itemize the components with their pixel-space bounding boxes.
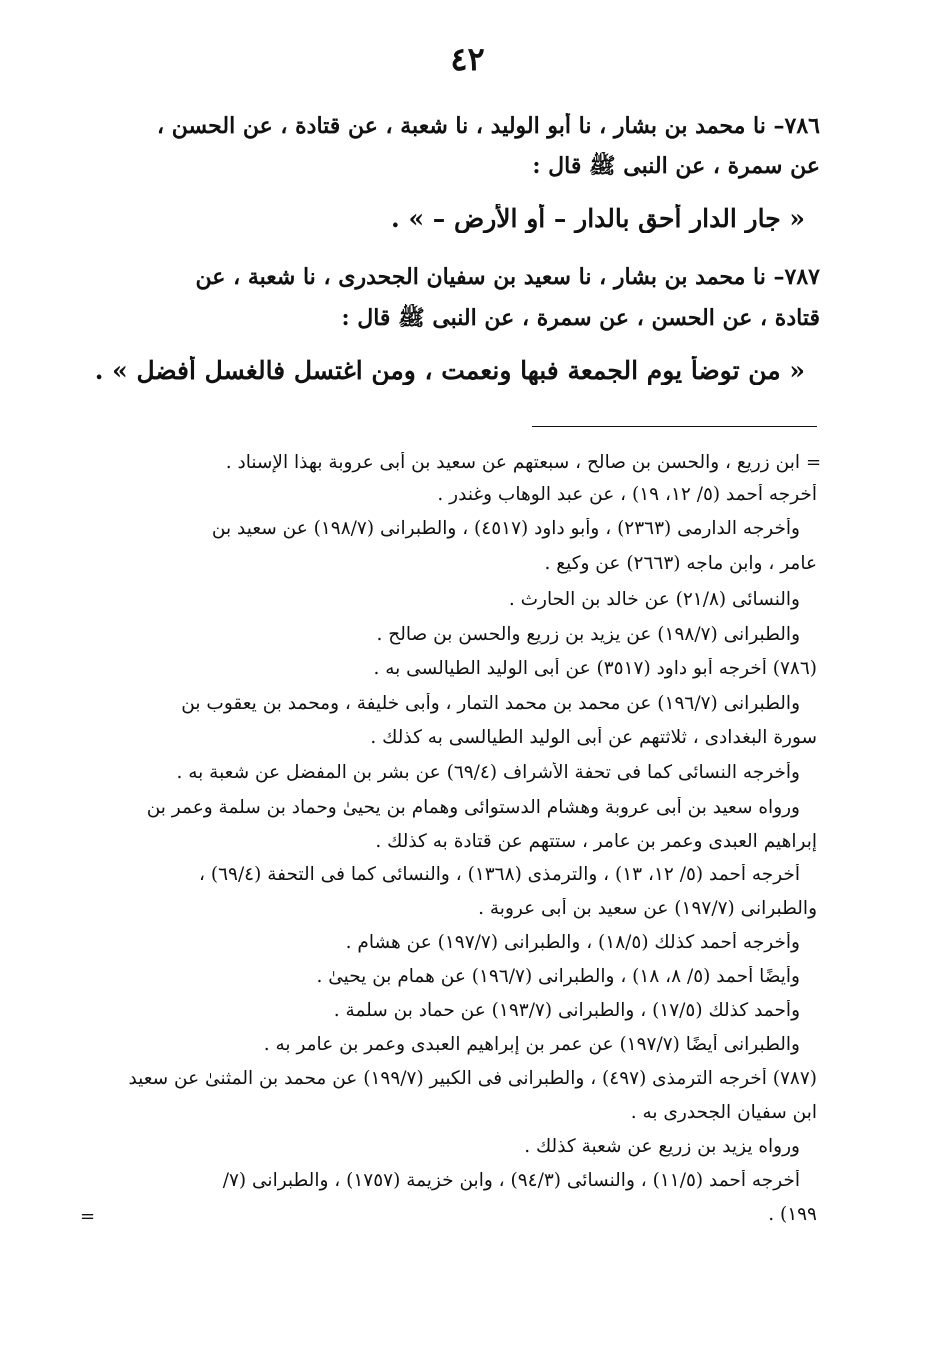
footnote-line: والطبرانى (١٩٨/٧) عن يزيد بن زريع والحسن بن صالح .	[376, 624, 800, 645]
footnote-line: وأحمد كذلك (١٧/٥) ، والطبرانى (١٩٣/٧) عن حماد بن سلمة .	[333, 1000, 800, 1021]
footnote-line: ورواه سعيد بن أبى عروبة وهشام الدستوائى وهمام بن يحيىٰ وحماد بن سلمة وعمر بن	[146, 797, 800, 818]
hadith-number: ٧٨٦	[784, 113, 820, 139]
footnote-line: (٧٨٦) أخرجه أبو داود (٣٥١٧) عن أبى الوليد الطيالسى به .	[373, 658, 817, 679]
footnote-line: سورة البغدادى ، ثلاثتهم عن أبى الوليد الطيالسى به كذلك .	[370, 727, 817, 748]
footnote-line: وأخرجه الدارمى (٢٣٦٣) ، وأبو داود (٤٥١٧) ، والطبرانى (١٩٨/٧) عن سعيد بن	[211, 518, 800, 539]
hadith-number: ٧٨٧	[784, 264, 820, 290]
hadith-786-line-1: ٧٨٦– نا محمد بن بشار ، نا أبو الوليد ، نا شعبة ، عن قتادة ، عن الحسن ،	[157, 113, 820, 139]
footnote-line: وأخرجه أحمد كذلك (١٨/٥) ، والطبرانى (١٩٧/٧) عن هشام .	[345, 932, 800, 953]
footnote-line: وأخرجه النسائى كما فى تحفة الأشراف (٦٩/٤) عن بشر بن المفضل عن شعبة به .	[176, 762, 800, 783]
continuation-marker-top: =	[806, 452, 822, 473]
footnote-line: أخرجه أحمد (٥/ ١٢، ١٩) ، عن عبد الوهاب وغندر .	[437, 484, 817, 505]
footnote-line: ابن سفيان الجحدرى به .	[630, 1102, 817, 1123]
footnote-line: عامر ، وابن ماجه (٢٦٦٣) عن وكيع .	[544, 553, 817, 574]
hadith-786-line-2: عن سمرة ، عن النبى ﷺ قال :	[532, 153, 820, 179]
footnote-line: ورواه يزيد بن زريع عن شعبة كذلك .	[524, 1136, 800, 1157]
footnote-line: والطبرانى (١٩٦/٧) عن محمد بن محمد التمار ، وأبى خليفة ، ومحمد بن يعقوب بن	[181, 693, 800, 714]
footnote-line: والنسائى (٢١/٨) عن خالد بن الحارث .	[508, 589, 800, 610]
footnote-line: وأيضًا أحمد (٥/ ٨، ١٨) ، والطبرانى (١٩٦/٧) عن همام بن يحيىٰ .	[316, 966, 800, 987]
continuation-marker-bottom: =	[80, 1206, 96, 1227]
footnote-line: والطبرانى أيضًا (١٩٧/٧) عن عمر بن إبراهيم العبدى وعمر بن عامر به .	[263, 1034, 800, 1055]
hadith-786-text: « جار الدار أحق بالدار – أو الأرض – » .	[391, 204, 805, 233]
footnote-line: إبراهيم العبدى وعمر بن عامر ، ستتهم عن قتادة به كذلك .	[375, 831, 817, 852]
footnote-line: والطبرانى (١٩٧/٧) عن سعيد بن أبى عروبة .	[478, 898, 817, 919]
hadith-787-text: « من توضأ يوم الجمعة فبها ونعمت ، ومن اغتسل فالغسل أفضل » .	[94, 356, 805, 385]
hadith-787-line-2: قتادة ، عن الحسن ، عن سمرة ، عن النبى ﷺ قال :	[341, 305, 820, 331]
page-number: ٤٢	[450, 40, 485, 78]
footnote-line: ابن زريع ، والحسن بن صالح ، سبعتهم عن سعيد بن أبى عروبة بهذا الإسناد .	[225, 452, 800, 473]
hadith-787-line-1: ٧٨٧– نا محمد بن بشار ، نا سعيد بن سفيان الجحدرى ، نا شعبة ، عن	[195, 264, 820, 290]
footnote-line: أخرجه أحمد (١١/٥) ، والنسائى (٩٤/٣) ، وابن خزيمة (١٧٥٧) ، والطبرانى (٧/	[222, 1170, 800, 1191]
footnote-line: أخرجه أحمد (٥/ ١٢، ١٣) ، والترمذى (١٣٦٨) ، والنسائى كما فى التحفة (٦٩/٤) ،	[199, 864, 800, 885]
footnote-line: (٧٨٧) أخرجه الترمذى (٤٩٧) ، والطبرانى فى الكبير (١٩٩/٧) عن محمد بن المثنىٰ عن سعيد	[128, 1068, 817, 1089]
footnote-line: ١٩٩) .	[768, 1204, 817, 1225]
footnote-divider	[532, 426, 817, 427]
